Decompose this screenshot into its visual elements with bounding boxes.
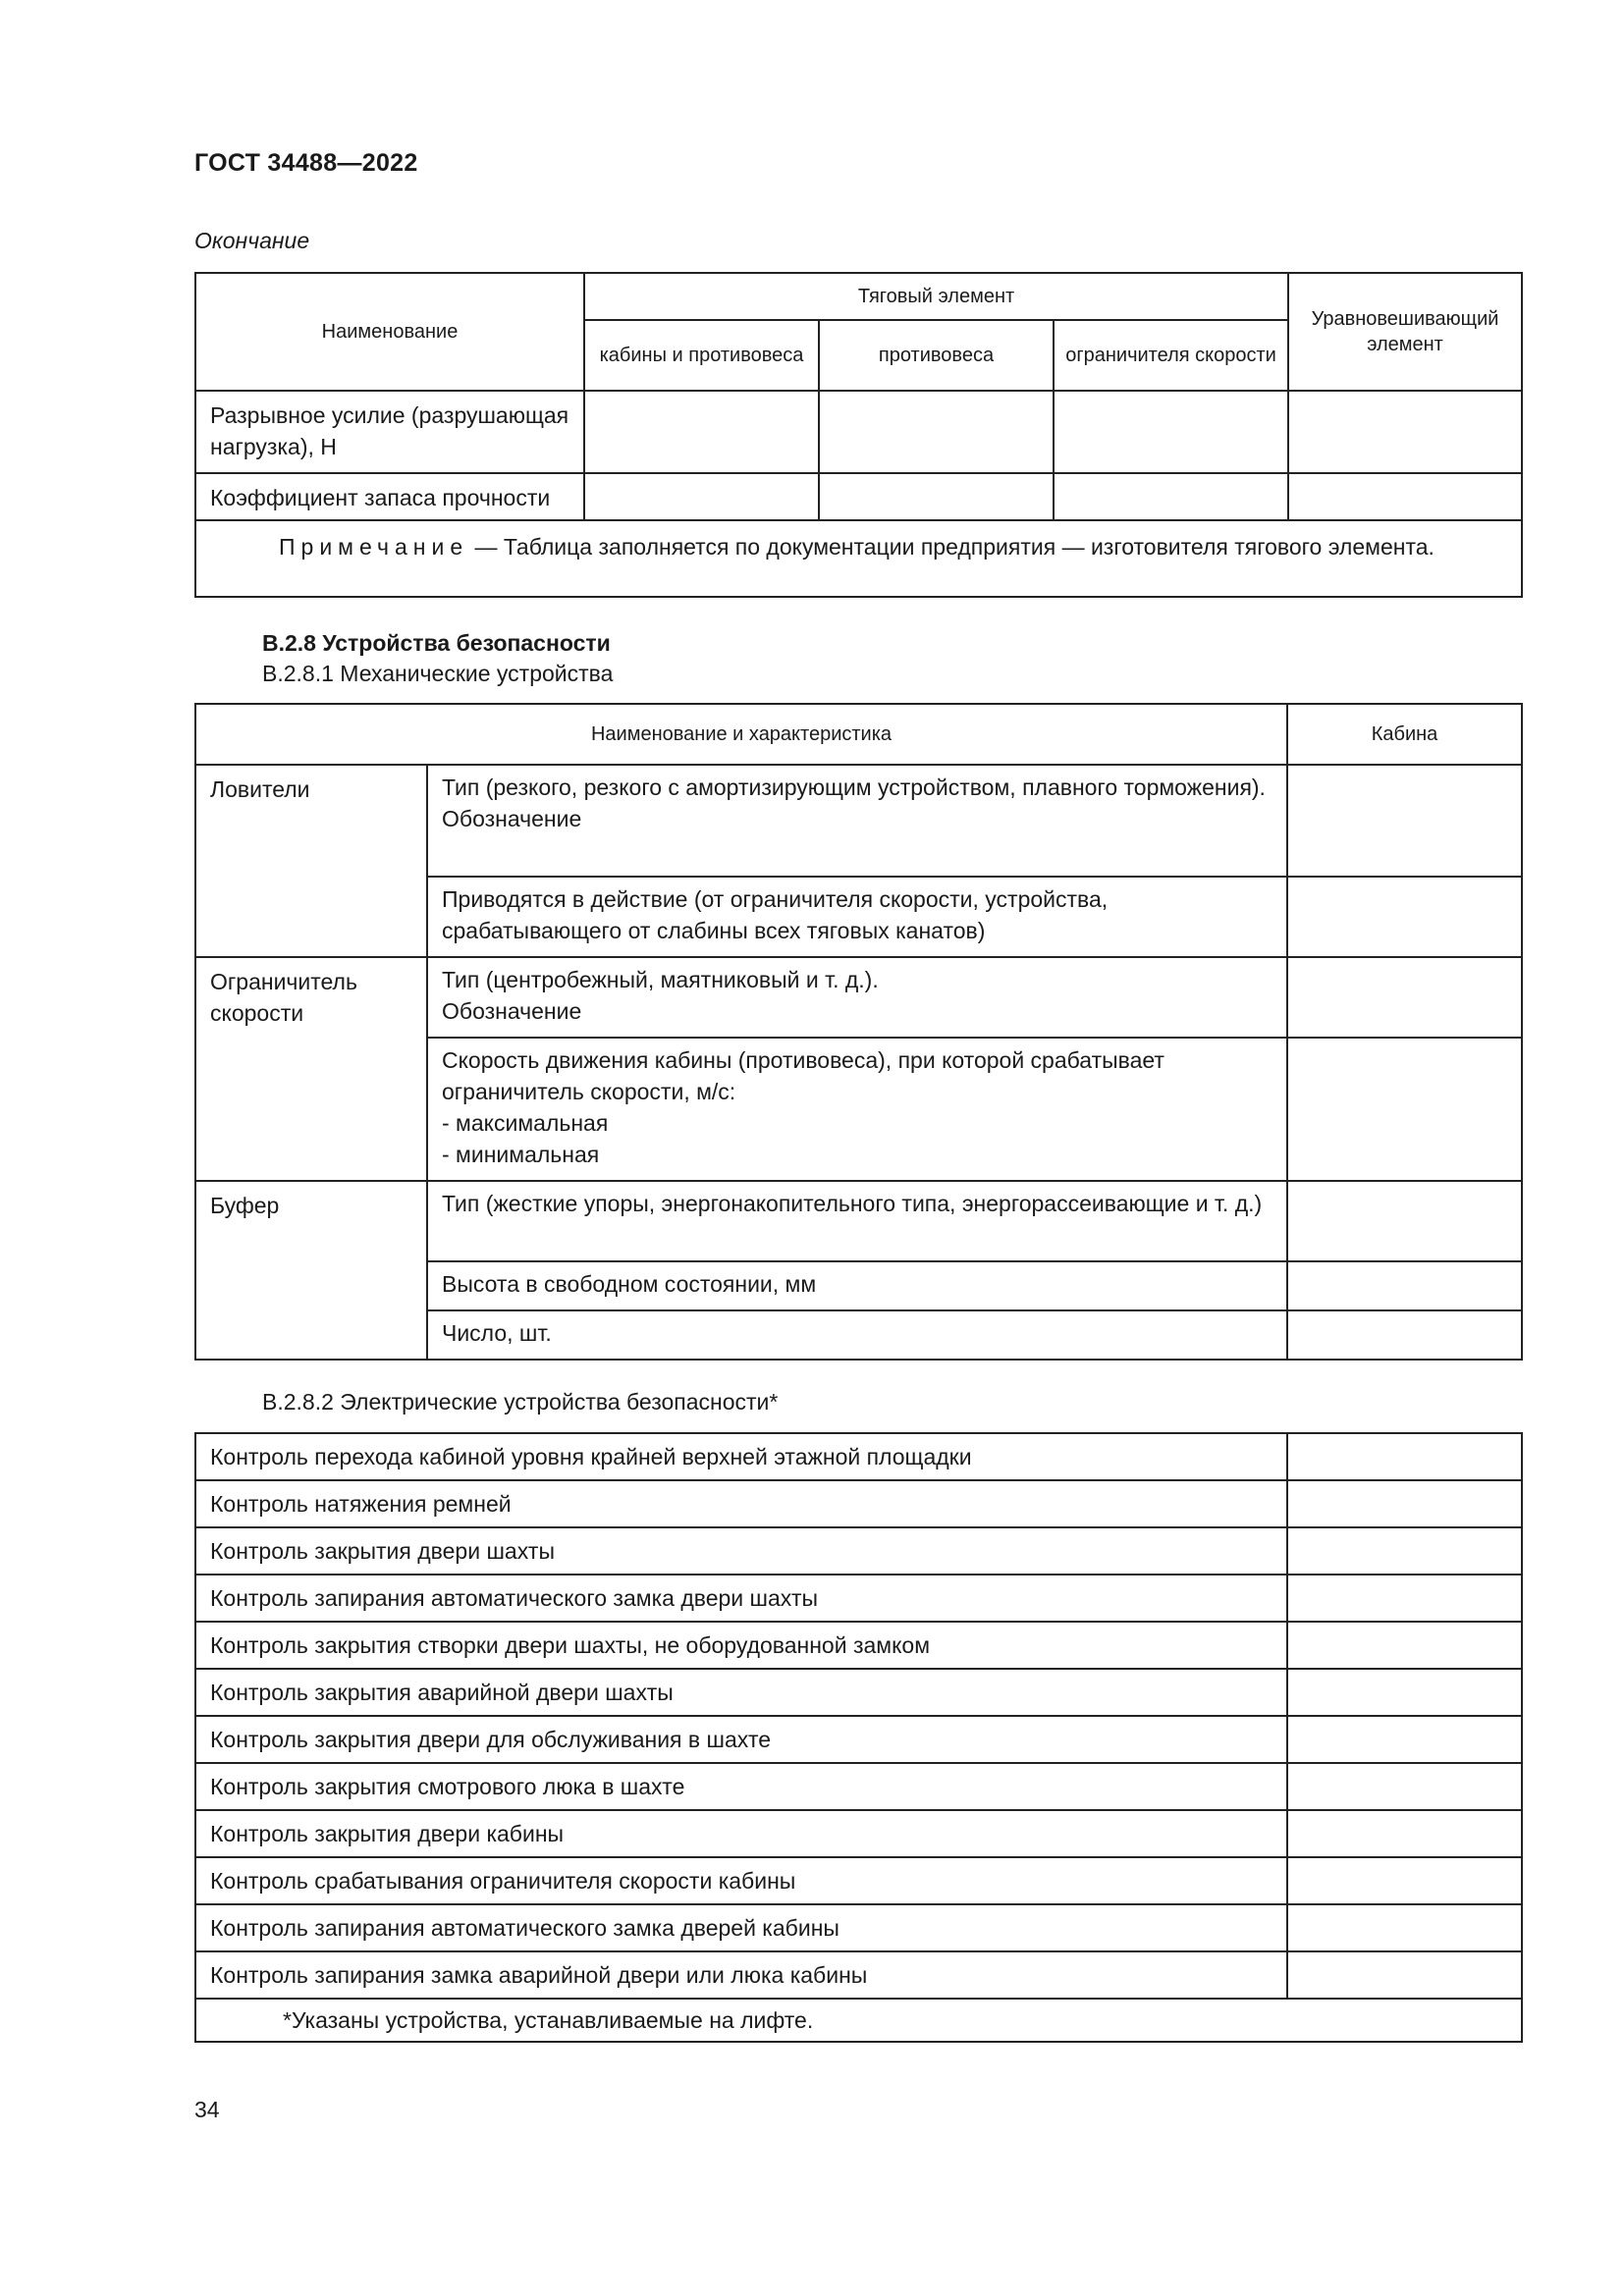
- subsection-electrical: В.2.8.2 Электрические устройства безопасности*: [262, 1389, 779, 1415]
- header-name: Наименование: [195, 273, 584, 391]
- row-label-safety-factor: Коэффициент запаса прочности: [195, 473, 584, 520]
- page-number: 34: [194, 2097, 220, 2122]
- subheader-speed-limiter: ограничителя скорости: [1054, 320, 1288, 391]
- table-row: Контроль срабатывания ограничителя скорости кабины: [195, 1857, 1287, 1904]
- subheader-counterweight: противовеса: [819, 320, 1054, 391]
- electrical-devices-table: [194, 1432, 1523, 2043]
- empty-cell: [1054, 391, 1288, 473]
- group-speed-limiter: Ограничитель скорости: [195, 957, 427, 1181]
- empty-cell: [1287, 1480, 1522, 1527]
- table-note: [195, 520, 1522, 597]
- empty-cell: [1287, 877, 1522, 957]
- item-description: Скорость движения кабины (противовеса), при которой срабатывает ограничитель скорости, м/с: - максимальная - минимальная: [427, 1038, 1287, 1181]
- table-row: Контроль закрытия створки двери шахты, не оборудованной замком: [195, 1622, 1287, 1669]
- empty-cell: [1287, 1622, 1522, 1669]
- mechanical-devices-table: [194, 703, 1523, 1361]
- table-row: Контроль закрытия двери для обслуживания в шахте: [195, 1716, 1287, 1763]
- empty-cell: [1287, 1181, 1522, 1261]
- empty-cell: [819, 473, 1054, 520]
- note-text: — Таблица заполняется по документации предприятия — изготовителя тягового элемента.: [468, 534, 1435, 560]
- empty-cell: [1287, 1527, 1522, 1575]
- table-row: Контроль закрытия двери шахты: [195, 1527, 1287, 1575]
- subheader-cabin-counterweight: кабины и противовеса: [584, 320, 819, 391]
- table-row: Контроль натяжения ремней: [195, 1480, 1287, 1527]
- document-id: ГОСТ 34488—2022: [194, 149, 418, 177]
- table-row: Контроль запирания автоматического замка дверей кабины: [195, 1904, 1287, 1951]
- header-balancing-element: Уравновешивающий элемент: [1288, 273, 1522, 391]
- section-title: В.2.8 Устройства безопасности: [262, 630, 611, 656]
- empty-cell: [1288, 473, 1522, 520]
- item-description: Высота в свободном состоянии, мм: [427, 1261, 1287, 1310]
- empty-cell: [1287, 1310, 1522, 1360]
- note-prefix: Примечание: [279, 534, 469, 560]
- table-row: Контроль закрытия смотрового люка в шахте: [195, 1763, 1287, 1810]
- empty-cell: [1287, 1433, 1522, 1480]
- subsection-mechanical: В.2.8.1 Механические устройства: [262, 661, 614, 686]
- continuation-label: Окончание: [194, 228, 310, 253]
- empty-cell: [584, 391, 819, 473]
- empty-cell: [584, 473, 819, 520]
- table-row: Контроль запирания замка аварийной двери или люка кабины: [195, 1951, 1287, 1999]
- group-catchers: Ловители: [195, 765, 427, 957]
- row-label-breaking-force: Разрывное усилие (разрушающая нагрузка), Н: [195, 391, 584, 473]
- empty-cell: [1287, 1951, 1522, 1999]
- empty-cell: [1287, 1904, 1522, 1951]
- empty-cell: [1287, 957, 1522, 1038]
- item-description: Тип (центробежный, маятниковый и т. д.). Обозначение: [427, 957, 1287, 1038]
- table-row: Контроль закрытия аварийной двери шахты: [195, 1669, 1287, 1716]
- empty-cell: [1287, 1038, 1522, 1181]
- empty-cell: [1287, 1763, 1522, 1810]
- empty-cell: [1287, 1575, 1522, 1622]
- empty-cell: [819, 391, 1054, 473]
- item-description: Тип (жесткие упоры, энергонакопительного типа, энергорассеивающие и т. д.): [427, 1181, 1287, 1261]
- table-row: Контроль закрытия двери кабины: [195, 1810, 1287, 1857]
- item-description: Число, шт.: [427, 1310, 1287, 1360]
- empty-cell: [1287, 765, 1522, 877]
- empty-cell: [1288, 391, 1522, 473]
- empty-cell: [1287, 1669, 1522, 1716]
- item-description: Приводятся в действие (от ограничителя скорости, устройства, срабатывающего от слабины всех тяговых канатов): [427, 877, 1287, 957]
- traction-element-table: [194, 272, 1523, 598]
- empty-cell: [1287, 1810, 1522, 1857]
- empty-cell: [1054, 473, 1288, 520]
- table-footnote: *Указаны устройства, устанавливаемые на лифте.: [195, 1999, 1522, 2042]
- empty-cell: [1287, 1261, 1522, 1310]
- header-cabin: Кабина: [1287, 704, 1522, 765]
- group-buffer: Буфер: [195, 1181, 427, 1360]
- header-traction-element: Тяговый элемент: [584, 273, 1288, 320]
- header-name-characteristic: Наименование и характеристика: [195, 704, 1287, 765]
- table-row: Контроль запирания автоматического замка двери шахты: [195, 1575, 1287, 1622]
- item-description: Тип (резкого, резкого с амортизирующим устройством, плавного торможения). Обозначение: [427, 765, 1287, 877]
- empty-cell: [1287, 1716, 1522, 1763]
- table-row: Контроль перехода кабиной уровня крайней верхней этажной площадки: [195, 1433, 1287, 1480]
- empty-cell: [1287, 1857, 1522, 1904]
